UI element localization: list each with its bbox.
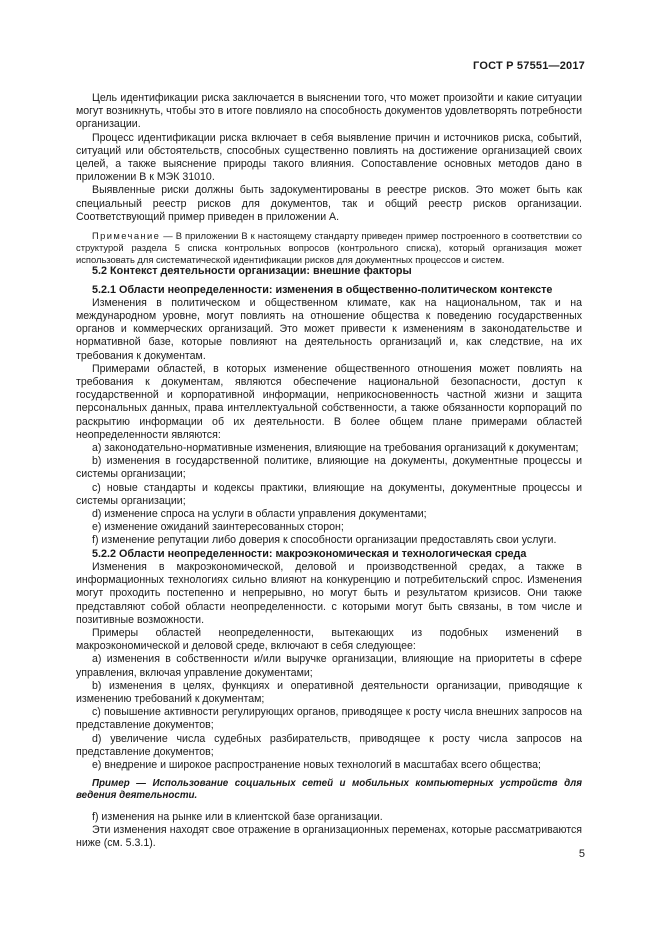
section-5-2-1-paragraph-1: Изменения в политическом и общественном климате, как на национальном, так и на международном уровне, могут повлиять на отношение общества к поведению государственных органов и коммерческих организаций. Это может привести к изменениям в законодательстве и нормативной базе, которые повлияют на деятельность организаций и, как следствие, на их требования к документам. — [76, 296, 582, 362]
page-number: 5 — [578, 848, 585, 860]
section-5-2-heading: 5.2 Контекст деятельности организации: внешние факторы — [92, 265, 412, 278]
list-item: f) изменение репутации либо доверия к способности организации предоставлять свои услуги. — [92, 534, 557, 547]
list-item: а) изменения в собственности и/или выручке организации, влияющие на приоритеты в сфере управления, включая управление документами; — [76, 653, 582, 679]
note-text: — В приложении В к настоящему стандарту приведен пример построенного в соответствии со структурой раздела 5 списка контрольных вопросов (контрольного списка), который организация может использовать для систематической идентификации рисков для документных процессов и систем. — [76, 230, 582, 265]
list-item: b) изменения в государственной политике, влияющие на документы, документные процессы и системы организации; — [76, 455, 582, 481]
note — [76, 230, 582, 265]
list-item: d) изменение спроса на услуги в области управления документами; — [92, 508, 427, 521]
intro-paragraph-2: Процесс идентификации риска включает в себя выявление причин и источников риска, событий, ситуаций или обстоятельств, способных существенно повлиять на достижение организацией своих целей, а также выяснение природы такого влияния. Сопоставление основных методов дано в приложении В к МЭК 31010. — [76, 131, 582, 184]
section-5-2-2-paragraph-2: Примеры областей неопределенности, вытекающих из подобных изменений в макроэкономической и деловой среде, включают в себя следующее: — [76, 626, 582, 653]
list-item: e) внедрение и широкое распространение новых технологий в масштабах всего общества; — [92, 758, 541, 771]
section-5-2-2-heading: 5.2.2 Области неопределенности: макроэкономическая и технологическая среда — [92, 547, 527, 560]
note-label: Примечание — [92, 230, 161, 242]
list-item: e) изменение ожиданий заинтересованных сторон; — [92, 521, 344, 534]
list-item: а) законодательно-нормативные изменения, влияющие на требования организаций к документам; — [92, 442, 579, 455]
document-body — [76, 92, 582, 850]
standard-header: ГОСТ Р 57551—2017 — [473, 60, 585, 72]
section-5-2-1-heading: 5.2.1 Области неопределенности: изменения в общественно-политическом контексте — [92, 283, 553, 296]
list-item: c) новые стандарты и кодексы практики, влияющие на документы, документные процессы и системы организации; — [76, 481, 582, 507]
section-5-2-1-paragraph-2: Примерами областей, в которых изменение общественного отношения может повлиять на требования к документам, являются обеспечение национальной безопасности, доступ к государственной и корпоративной информации, неприкосновенность частной жизни и защита персональных данных, права интеллектуальной собственности, а также обязанности корпораций по раскрытию информации об их деятельности. В более общем плане примерами областей неопределенности являются: — [76, 362, 582, 441]
list-item: b) изменения в целях, функциях и оперативной деятельности организации, приводящие к изменению требований к документам; — [76, 679, 582, 705]
section-5-2-2-paragraph-1: Изменения в макроэкономической, деловой и производственной средах, а также в информационных технологиях сильно влияют на конкуренцию и потребительский спрос. Изменения могут проходить постепенно и непрерывно, но могут быть и результатом кризисов. Они также представляют собой области неопределенности. с которыми могут быть связаны, в том числе и позитивные возможности. — [76, 560, 582, 626]
example-note — [76, 778, 582, 802]
list-item: f) изменения на рынке или в клиентской базе организации. — [92, 810, 383, 823]
list-item: c) повышение активности регулирующих органов, приводящее к росту числа внешних запросов на представление документов; — [76, 706, 582, 732]
intro-paragraph-1: Цель идентификации риска заключается в выяснении того, что может произойти и какие ситуации могут возникнуть, чтобы это в итоге повлияло на способность документов удовлетворять потребности организации. — [76, 92, 582, 131]
intro-paragraph-3: Выявленные риски должны быть задокументированы в реестре рисков. Это может быть как специальный реестр рисков для документов, так и общий реестр рисков организации. Соответствующий пример приведен в приложении А. — [76, 184, 582, 223]
list-item: d) увеличение числа судебных разбирательств, приводящее к росту числа запросов на представление документов; — [76, 732, 582, 758]
example-text: Пример — Использование социальных сетей и мобильных компьютерных устройств для ведения деятельности. — [76, 778, 582, 802]
closing-paragraph: Эти изменения находят свое отражение в организационных переменах, которые рассматриваются ниже (см. 5.3.1). — [76, 823, 582, 849]
